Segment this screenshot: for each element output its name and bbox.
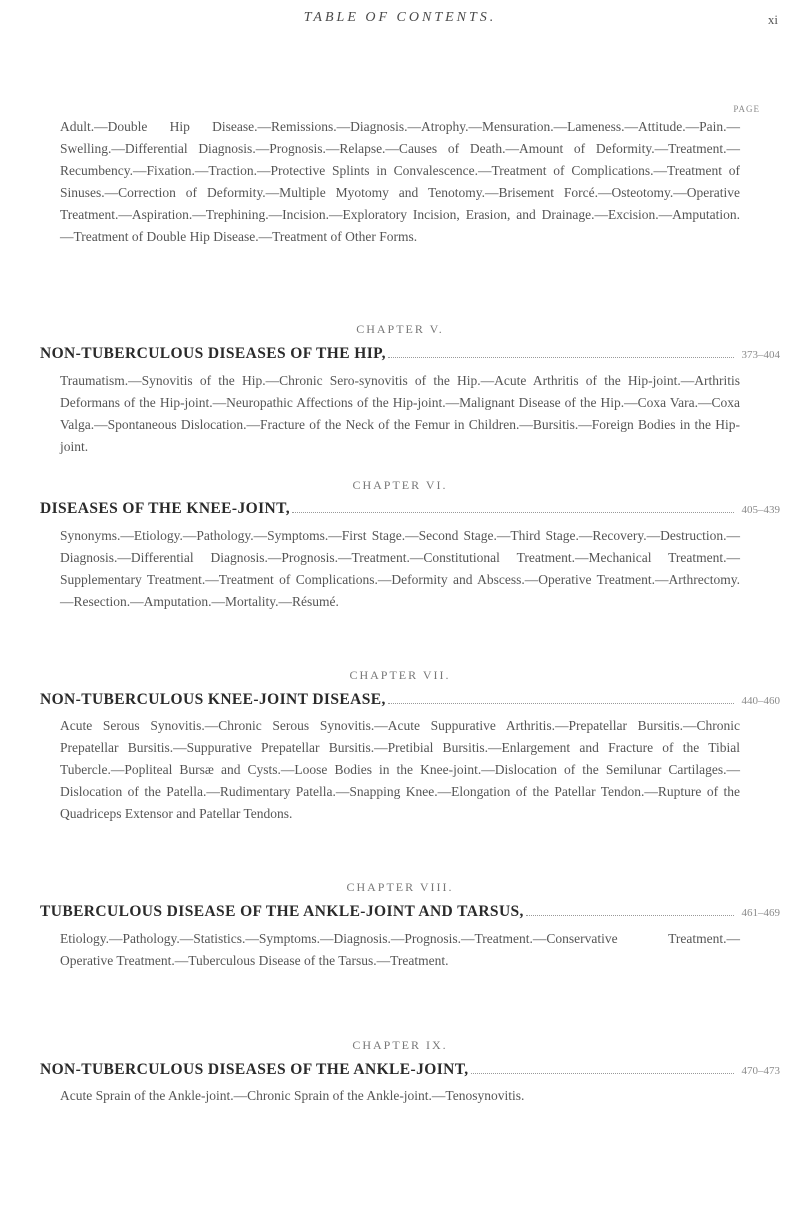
page-number: xi [767, 12, 778, 27]
chapter-summary: Etiology.—Pathology.—Statistics.—Symptoms.—Diagnosis.—Prognosis.—Treatment.—Conservative Treatment.—Operative Treatment.—Tuberculous Disease of the Tarsus.—Treatment. [60, 931, 740, 968]
chapter-label: CHAPTER VII. [349, 668, 451, 682]
intro-paragraph: Adult.—Double Hip Disease.—Remissions.—Diagnosis.—Atrophy.—Mensuration.—Lameness.—Attitude.—Pain.—Swelling.—Differential Diagnosis.—Prognosis.—Relapse.—Causes of Death.—Amount of Deformity.—Treatment.—Recumbency.—Fixation.—Traction.—Protective Splints in Convalescence.—Treatment of Complications.—Treatment of Sinuses.—Correction of Deformity.—Multiple Myotomy and Tenotomy.—Brisement Forcé.—Osteotomy.—Operative Treatment.—Aspiration.—Trephining.—Incision.—Exploratory Incision, Erasion, and Drainage.—Excision.—Amputation.—Treatment of Double Hip Disease.—Treatment of Other Forms. [60, 119, 740, 244]
chapter-title: NON-TUBERCULOUS KNEE-JOINT DISEASE, [40, 691, 386, 708]
chapter-heading[interactable] [40, 1061, 780, 1083]
chapter-title: DISEASES OF THE KNEE-JOINT, [40, 500, 290, 517]
chapter-pages: 440–460 [741, 695, 780, 707]
chapter-heading[interactable] [40, 345, 780, 367]
chapter-pages: 405–439 [741, 504, 780, 516]
chapter-label: CHAPTER IX. [352, 1038, 448, 1052]
chapter-title: NON-TUBERCULOUS DISEASES OF THE ANKLE-JOINT, [40, 1061, 469, 1078]
chapter-summary: Acute Sprain of the Ankle-joint.—Chronic Sprain of the Ankle-joint.—Tenosynovitis. [60, 1088, 525, 1103]
chapter-label: CHAPTER V. [356, 322, 444, 336]
dot-leader [292, 511, 734, 513]
chapter-pages: 461–469 [741, 907, 780, 919]
chapter-label: CHAPTER VIII. [346, 880, 454, 894]
dot-leader [388, 702, 734, 704]
chapter-title: NON-TUBERCULOUS DISEASES OF THE HIP, [40, 345, 386, 362]
chapter-label: CHAPTER VI. [352, 478, 448, 492]
chapter-summary: Acute Serous Synovitis.—Chronic Serous Synovitis.—Acute Suppurative Arthritis.—Prepatellar Bursitis.—Chronic Prepatellar Bursitis.—Suppurative Prepatellar Bursitis.—Pretibial Bursitis.—Enlargement and Fracture of the Tibial Tubercle.—Popliteal Bursæ and Cysts.—Loose Bodies in the Knee-joint.—Dislocation of the Semilunar Cartilages.—Dislocation of the Patella.—Rudimentary Patella.—Snapping Knee.—Elongation of the Patellar Tendon.—Rupture of the Quadriceps Extensor and Patellar Tendons. [60, 718, 740, 821]
chapter-pages: 373–404 [741, 349, 780, 361]
chapter-heading[interactable] [40, 500, 780, 522]
dot-leader [526, 914, 734, 916]
chapter-heading[interactable] [40, 691, 780, 713]
chapter-summary: Synonyms.—Etiology.—Pathology.—Symptoms.—First Stage.—Second Stage.—Third Stage.—Recovery.—Destruction.—Diagnosis.—Differential Diagnosis.—Prognosis.—Treatment.—Constitutional Treatment.—Mechanical Treatment.—Supplementary Treatment.—Treatment of Complications.—Deformity and Abscess.—Operative Treatment.—Arthrectomy.—Resection.—Amputation.—Mortality.—Résumé. [60, 528, 740, 609]
dot-leader [471, 1072, 734, 1074]
chapter-summary: Traumatism.—Synovitis of the Hip.—Chronic Sero-synovitis of the Hip.—Acute Arthritis of the Hip-joint.—Arthritis Deformans of the Hip-joint.—Neuropathic Affections of the Hip-joint.—Malignant Disease of the Hip.—Coxa Vara.—Coxa Valga.—Spontaneous Dislocation.—Fracture of the Neck of the Femur in Children.—Bursitis.—Foreign Bodies in the Hip-joint. [60, 373, 740, 454]
chapter-pages: 470–473 [741, 1065, 780, 1077]
dot-leader [388, 356, 734, 358]
running-title: TABLE OF CONTENTS. [303, 10, 497, 25]
chapter-heading[interactable] [40, 903, 780, 925]
chapter-title: TUBERCULOUS DISEASE OF THE ANKLE-JOINT AND TARSUS, [40, 903, 524, 920]
page-column-label: PAGE [733, 104, 760, 114]
